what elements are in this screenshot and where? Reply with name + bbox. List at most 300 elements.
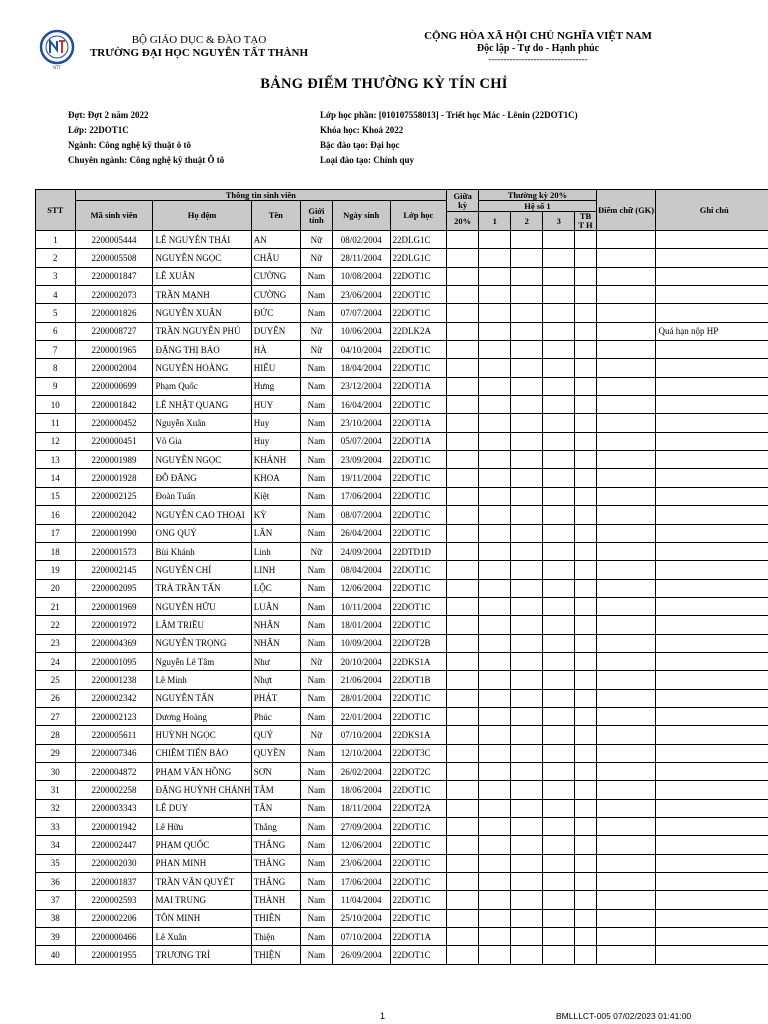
cell-midterm (447, 836, 479, 854)
cell-score-3 (543, 762, 575, 780)
cell-note (656, 762, 768, 780)
cell-score-3 (543, 854, 575, 872)
cell-given-name: DUYÊN (251, 322, 300, 340)
cell-student-id: 2200001573 (75, 542, 153, 560)
cell-tbth (575, 487, 596, 505)
university-logo (36, 28, 78, 70)
cell-family-name: Phạm Quốc (153, 377, 251, 395)
cell-midterm (447, 671, 479, 689)
cell-score-3 (543, 304, 575, 322)
col-score-2: 2 (511, 212, 543, 231)
table-row (36, 597, 768, 615)
cell-letter-grade (596, 836, 656, 854)
cell-score-3 (543, 561, 575, 579)
cell-student-id: 2200000452 (75, 414, 153, 432)
cell-class: 22DOT2A (390, 799, 447, 817)
cell-midterm (447, 249, 479, 267)
cell-score-3 (543, 818, 575, 836)
cell-tbth (575, 873, 596, 891)
cell-tbth (575, 542, 596, 560)
cell-midterm (447, 597, 479, 615)
cell-student-id: 2200001847 (75, 267, 153, 285)
cell-letter-grade (596, 451, 656, 469)
cell-class: 22DOT1C (390, 506, 447, 524)
cell-letter-grade (596, 634, 656, 652)
cell-score-1 (479, 781, 511, 799)
cell-note (656, 854, 768, 872)
cell-letter-grade (596, 597, 656, 615)
cell-stt: 2 (36, 249, 76, 267)
cell-given-name: CƯỜNG (251, 267, 300, 285)
cell-gender: Nam (300, 267, 332, 285)
cell-stt: 38 (36, 909, 76, 927)
cell-letter-grade (596, 286, 656, 304)
cell-score-1 (479, 469, 511, 487)
document-title: BẢNG ĐIỂM THƯỜNG KỲ TÍN CHỈ (260, 76, 508, 92)
table-row (36, 799, 768, 817)
cell-score-2 (511, 836, 543, 854)
cell-note (656, 744, 768, 762)
cell-birth-date: 10/08/2004 (332, 267, 390, 285)
table-row (36, 689, 768, 707)
header-divider: --------------------------------- (488, 54, 588, 64)
cell-family-name: NGUYỄN CAO THOẠI (153, 506, 251, 524)
cell-tbth (575, 579, 596, 597)
table-row (36, 542, 768, 560)
cell-note (656, 341, 768, 359)
cell-score-3 (543, 542, 575, 560)
cell-class: 22DOT1C (390, 524, 447, 542)
cell-note (656, 726, 768, 744)
cell-class: 22DOT1C (390, 341, 447, 359)
cell-birth-date: 18/04/2004 (332, 359, 390, 377)
cell-tbth (575, 561, 596, 579)
cell-family-name: ĐỖ ĐĂNG (153, 469, 251, 487)
cell-stt: 33 (36, 818, 76, 836)
cell-score-2 (511, 873, 543, 891)
cell-tbth (575, 689, 596, 707)
cell-letter-grade (596, 432, 656, 450)
grades-table (35, 189, 768, 965)
table-row (36, 579, 768, 597)
cell-gender: Nam (300, 616, 332, 634)
cell-score-1 (479, 689, 511, 707)
cell-score-2 (511, 671, 543, 689)
cell-note (656, 396, 768, 414)
cell-given-name: CHÂU (251, 249, 300, 267)
cell-student-id: 2200005508 (75, 249, 153, 267)
cell-note (656, 249, 768, 267)
cell-midterm (447, 359, 479, 377)
cell-midterm (447, 396, 479, 414)
cell-note (656, 616, 768, 634)
cell-given-name: Như (251, 652, 300, 670)
cell-birth-date: 07/10/2004 (332, 726, 390, 744)
cell-class: 22DOT1C (390, 487, 447, 505)
cell-birth-date: 26/04/2004 (332, 524, 390, 542)
cell-letter-grade (596, 744, 656, 762)
cell-given-name: Kiệt (251, 487, 300, 505)
cell-score-3 (543, 909, 575, 927)
cell-birth-date: 23/06/2004 (332, 854, 390, 872)
cell-note (656, 781, 768, 799)
cell-gender: Nam (300, 561, 332, 579)
cell-given-name: AN (251, 231, 300, 249)
cell-stt: 20 (36, 579, 76, 597)
cell-note (656, 597, 768, 615)
cell-tbth (575, 634, 596, 652)
cell-letter-grade (596, 891, 656, 909)
cell-score-1 (479, 671, 511, 689)
cell-gender: Nam (300, 818, 332, 836)
cell-score-2 (511, 304, 543, 322)
cell-note (656, 928, 768, 946)
cell-note: Quá hạn nộp HP (656, 322, 768, 340)
cell-student-id: 2200002042 (75, 506, 153, 524)
cell-given-name: THẮNG (251, 836, 300, 854)
cell-class: 22DOT2C (390, 762, 447, 780)
cell-score-3 (543, 249, 575, 267)
cell-score-3 (543, 377, 575, 395)
cell-gender: Nam (300, 579, 332, 597)
cell-tbth (575, 267, 596, 285)
cell-letter-grade (596, 524, 656, 542)
cell-note (656, 451, 768, 469)
svg-text:NTT: NTT (53, 65, 61, 70)
cell-gender: Nam (300, 744, 332, 762)
cell-score-3 (543, 597, 575, 615)
cell-class: 22DOT1C (390, 561, 447, 579)
cell-score-2 (511, 909, 543, 927)
cell-note (656, 469, 768, 487)
cell-student-id: 2200001955 (75, 946, 153, 964)
cell-score-1 (479, 634, 511, 652)
table-row (36, 414, 768, 432)
cell-tbth (575, 891, 596, 909)
cell-birth-date: 17/06/2004 (332, 873, 390, 891)
table-row (36, 762, 768, 780)
cell-given-name: Thiện (251, 928, 300, 946)
cell-score-3 (543, 524, 575, 542)
cell-tbth (575, 359, 596, 377)
cell-score-2 (511, 928, 543, 946)
cell-student-id: 2200002342 (75, 689, 153, 707)
cell-gender: Nam (300, 506, 332, 524)
cell-note (656, 506, 768, 524)
table-row (36, 854, 768, 872)
cell-family-name: ĐẶNG HUỲNH CHÁNH (153, 781, 251, 799)
cell-score-3 (543, 634, 575, 652)
cell-score-1 (479, 561, 511, 579)
table-row (36, 652, 768, 670)
col-ho-dem: Họ đệm (153, 201, 251, 231)
cell-midterm (447, 689, 479, 707)
cell-score-1 (479, 414, 511, 432)
cell-gender: Nam (300, 359, 332, 377)
cell-tbth (575, 909, 596, 927)
cell-birth-date: 10/11/2004 (332, 597, 390, 615)
cell-score-3 (543, 396, 575, 414)
cell-family-name: TRẦN MẠNH (153, 286, 251, 304)
cell-note (656, 873, 768, 891)
cell-score-1 (479, 396, 511, 414)
cell-score-3 (543, 928, 575, 946)
cell-student-id: 2200001989 (75, 451, 153, 469)
table-row (36, 616, 768, 634)
table-body (36, 231, 768, 965)
cell-birth-date: 05/07/2004 (332, 432, 390, 450)
course-info-right (320, 108, 578, 168)
cell-family-name: NGUYỄN NGỌC (153, 249, 251, 267)
cell-gender: Nam (300, 781, 332, 799)
cell-birth-date: 23/09/2004 (332, 451, 390, 469)
cell-family-name: Võ Gia (153, 432, 251, 450)
cell-score-2 (511, 689, 543, 707)
cell-student-id: 2200002004 (75, 359, 153, 377)
table-row (36, 909, 768, 927)
cell-gender: Nữ (300, 249, 332, 267)
cell-student-id: 2200000699 (75, 377, 153, 395)
cell-note (656, 286, 768, 304)
cell-stt: 34 (36, 836, 76, 854)
cell-note (656, 579, 768, 597)
cell-stt: 19 (36, 561, 76, 579)
cell-score-1 (479, 928, 511, 946)
cell-note (656, 836, 768, 854)
cell-family-name: NGUYỄN HỮU (153, 597, 251, 615)
cell-family-name: ONG QUÝ (153, 524, 251, 542)
cell-tbth (575, 341, 596, 359)
cell-given-name: KỲ (251, 506, 300, 524)
table-row (36, 231, 768, 249)
cell-score-1 (479, 597, 511, 615)
cell-midterm (447, 341, 479, 359)
cell-score-2 (511, 799, 543, 817)
cell-stt: 13 (36, 451, 76, 469)
cell-birth-date: 28/11/2004 (332, 249, 390, 267)
cell-tbth (575, 946, 596, 964)
cell-score-2 (511, 891, 543, 909)
col-ngay-sinh: Ngày sinh (332, 201, 390, 231)
cell-score-3 (543, 652, 575, 670)
cell-class: 22DOT1C (390, 854, 447, 872)
cell-stt: 18 (36, 542, 76, 560)
cell-note (656, 909, 768, 927)
cell-family-name: LÊ NHẬT QUANG (153, 396, 251, 414)
cell-given-name: THIỆN (251, 946, 300, 964)
cell-letter-grade (596, 818, 656, 836)
cell-gender: Nữ (300, 231, 332, 249)
cell-letter-grade (596, 304, 656, 322)
table-row (36, 377, 768, 395)
cell-midterm (447, 634, 479, 652)
cell-score-2 (511, 744, 543, 762)
cell-student-id: 2200001238 (75, 671, 153, 689)
cell-student-id: 2200002030 (75, 854, 153, 872)
cell-score-2 (511, 414, 543, 432)
cell-stt: 25 (36, 671, 76, 689)
cell-score-2 (511, 231, 543, 249)
cell-midterm (447, 616, 479, 634)
cell-midterm (447, 231, 479, 249)
cell-gender: Nam (300, 854, 332, 872)
cell-tbth (575, 818, 596, 836)
cell-score-1 (479, 909, 511, 927)
cell-letter-grade (596, 322, 656, 340)
table-row (36, 634, 768, 652)
cell-gender: Nam (300, 286, 332, 304)
cell-family-name: TÔN MINH (153, 909, 251, 927)
cell-class: 22DKS1A (390, 726, 447, 744)
cell-score-2 (511, 597, 543, 615)
cell-score-3 (543, 781, 575, 799)
cell-gender: Nữ (300, 542, 332, 560)
cell-tbth (575, 432, 596, 450)
cell-score-1 (479, 322, 511, 340)
cell-midterm (447, 726, 479, 744)
cell-note (656, 542, 768, 560)
cell-midterm (447, 542, 479, 560)
cell-midterm (447, 891, 479, 909)
nation-name: CỘNG HÒA XÃ HỘI CHỦ NGHĨA VIỆT NAM (424, 30, 652, 42)
cell-gender: Nam (300, 909, 332, 927)
cell-stt: 30 (36, 762, 76, 780)
cell-letter-grade (596, 249, 656, 267)
cell-student-id: 2200005611 (75, 726, 153, 744)
cell-birth-date: 19/11/2004 (332, 469, 390, 487)
cell-family-name: CHIÊM TIẾN BẢO (153, 744, 251, 762)
cell-score-3 (543, 579, 575, 597)
cell-score-2 (511, 616, 543, 634)
cell-midterm (447, 579, 479, 597)
cell-score-2 (511, 469, 543, 487)
cell-letter-grade (596, 561, 656, 579)
cell-class: 22DOT1C (390, 818, 447, 836)
cell-score-1 (479, 524, 511, 542)
cell-letter-grade (596, 359, 656, 377)
cell-birth-date: 04/10/2004 (332, 341, 390, 359)
cell-student-id: 2200001990 (75, 524, 153, 542)
cell-midterm (447, 377, 479, 395)
cell-stt: 8 (36, 359, 76, 377)
cell-score-3 (543, 726, 575, 744)
cell-family-name: NGUYỄN NGỌC (153, 451, 251, 469)
cell-family-name: Bùi Khánh (153, 542, 251, 560)
cell-score-1 (479, 616, 511, 634)
cell-score-2 (511, 249, 543, 267)
cell-midterm (447, 818, 479, 836)
cell-student-id: 2200002447 (75, 836, 153, 854)
cell-letter-grade (596, 542, 656, 560)
cell-class: 22DOT3C (390, 744, 447, 762)
cell-birth-date: 23/06/2004 (332, 286, 390, 304)
cell-note (656, 304, 768, 322)
cell-student-id: 2200001095 (75, 652, 153, 670)
cell-score-1 (479, 726, 511, 744)
cell-birth-date: 18/06/2004 (332, 781, 390, 799)
cell-birth-date: 25/10/2004 (332, 909, 390, 927)
cell-note (656, 634, 768, 652)
info-loai-dao-tao: Loại đào tạo: Chính quy (320, 155, 415, 165)
cell-score-3 (543, 322, 575, 340)
table-row (36, 836, 768, 854)
cell-midterm (447, 414, 479, 432)
cell-family-name: TRẦN VĂN QUYẾT (153, 873, 251, 891)
table-header (36, 190, 768, 231)
cell-class: 22DOT1C (390, 781, 447, 799)
cell-birth-date: 11/04/2004 (332, 891, 390, 909)
cell-midterm (447, 873, 479, 891)
cell-class: 22DOT1C (390, 396, 447, 414)
cell-stt: 24 (36, 652, 76, 670)
cell-midterm (447, 469, 479, 487)
cell-score-1 (479, 231, 511, 249)
cell-note (656, 818, 768, 836)
info-lop: Lớp: 22DOT1C (68, 125, 129, 135)
institution-header (84, 34, 314, 60)
cell-gender: Nam (300, 799, 332, 817)
col-giua-ky-weight: 20% (447, 212, 479, 231)
cell-tbth (575, 928, 596, 946)
cell-score-2 (511, 781, 543, 799)
cell-given-name: SƠN (251, 762, 300, 780)
cell-letter-grade (596, 341, 656, 359)
table-row (36, 506, 768, 524)
cell-score-2 (511, 762, 543, 780)
cell-family-name: PHẠM VĂN HỒNG (153, 762, 251, 780)
table-row (36, 451, 768, 469)
cell-gender: Nam (300, 873, 332, 891)
cell-midterm (447, 928, 479, 946)
col-stt: STT (36, 190, 76, 231)
cell-family-name: NGUYỄN CHÍ (153, 561, 251, 579)
cell-stt: 6 (36, 322, 76, 340)
cell-student-id: 2200002095 (75, 579, 153, 597)
cell-tbth (575, 377, 596, 395)
cell-family-name: NGUYỄN HOÀNG (153, 359, 251, 377)
cell-tbth (575, 854, 596, 872)
page-number: 1 (380, 1011, 386, 1021)
cell-score-3 (543, 836, 575, 854)
cell-given-name: HUY (251, 396, 300, 414)
cell-score-3 (543, 506, 575, 524)
cell-score-1 (479, 432, 511, 450)
cell-given-name: LINH (251, 561, 300, 579)
cell-tbth (575, 322, 596, 340)
cell-stt: 5 (36, 304, 76, 322)
cell-student-id: 2200001837 (75, 873, 153, 891)
cell-score-2 (511, 726, 543, 744)
cell-midterm (447, 799, 479, 817)
cell-student-id: 2200001972 (75, 616, 153, 634)
cell-score-1 (479, 267, 511, 285)
cell-tbth (575, 652, 596, 670)
cell-family-name: TRƯƠNG TRÍ (153, 946, 251, 964)
cell-class: 22DLK2A (390, 322, 447, 340)
print-stamp: BMLLLCT-005 07/02/2023 01:41:00 (556, 1011, 692, 1021)
cell-letter-grade (596, 707, 656, 725)
table-row (36, 726, 768, 744)
cell-gender: Nam (300, 414, 332, 432)
cell-letter-grade (596, 854, 656, 872)
cell-score-2 (511, 267, 543, 285)
cell-tbth (575, 597, 596, 615)
cell-letter-grade (596, 909, 656, 927)
col-score-1: 1 (479, 212, 511, 231)
cell-class: 22DOT1C (390, 304, 447, 322)
cell-tbth (575, 524, 596, 542)
cell-midterm (447, 451, 479, 469)
